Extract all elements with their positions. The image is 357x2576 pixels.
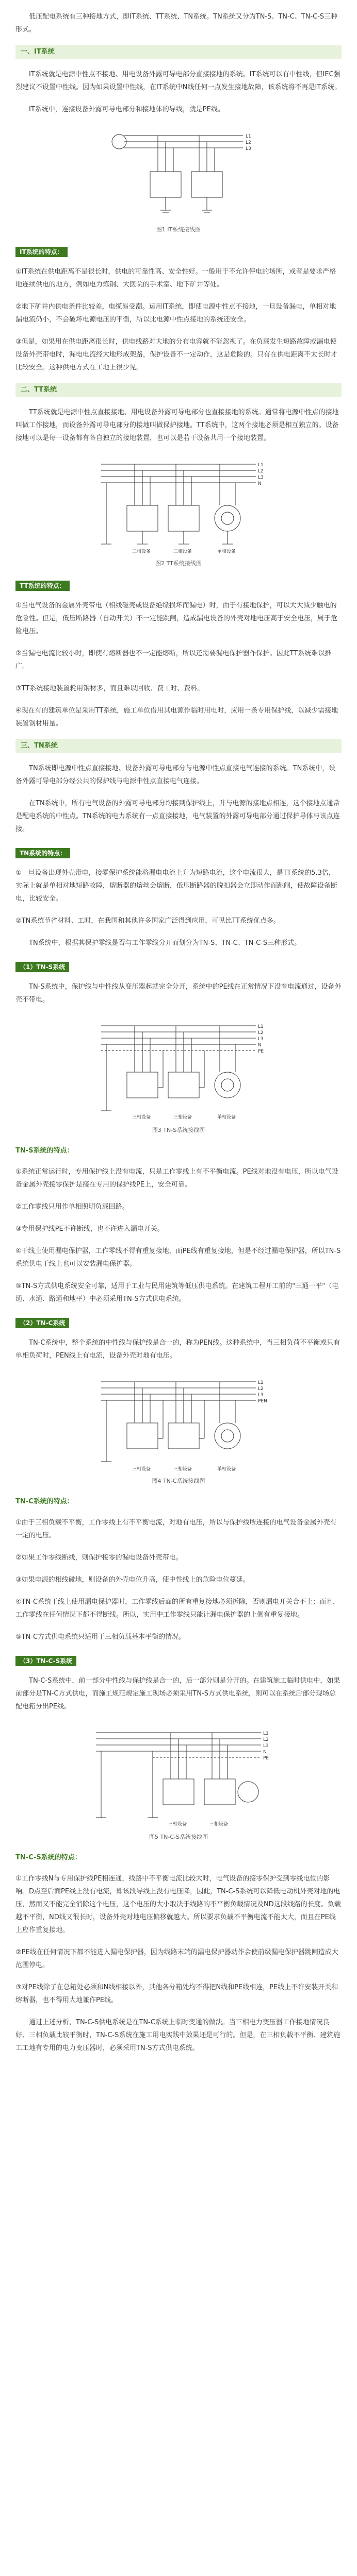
- tnc-wiring-svg: [80, 1371, 277, 1475]
- svg-text:PEN: PEN: [258, 1399, 267, 1404]
- tns-heading: （1）TN-S系统: [15, 962, 69, 972]
- svg-text:N: N: [258, 1043, 262, 1048]
- tncs-diagram: [15, 1722, 342, 1841]
- svg-text:L1: L1: [263, 1731, 269, 1736]
- it-paragraph-1: IT系统就是电源中性点不接地、用电设备外露可导电部分直接接地的系统。IT系统可以有中性线，但IEC强烈建议不设置中性线。因为如果设置中性线，在IT系统中N线任何一点发生接地故障，该系统将不再是IT系统。: [15, 71, 342, 91]
- svg-text:三相设备: 三相设备: [132, 1467, 151, 1472]
- tncs-wiring-svg: [75, 1722, 282, 1831]
- tnc-paragraph-1: TN-C系统中，整个系统的中性线与保护线是合一的，称为PEN线。这种系统中，当三相负荷不平衡或只有单相负荷时，PEN线上有电流，设备外壳对地有电压。: [15, 1339, 340, 1360]
- svg-text:单相设备: 单相设备: [217, 549, 236, 554]
- section-heading-it: 一、IT系统: [15, 45, 342, 59]
- tns-feature-4: ④干线上使用漏电保护器，工作零线不得有重复接地，而PE线有重复接地，但是不经过漏电保护器，所以TN-S系统供电干线上也可以安装漏电保护器。: [15, 1247, 341, 1268]
- it-wiring-svg: [93, 125, 264, 223]
- tns-features-heading: TN-S系统的特点：: [15, 1147, 74, 1155]
- svg-text:PE: PE: [263, 1756, 269, 1761]
- svg-text:L2: L2: [258, 1030, 264, 1036]
- tnc-feature-5: ⑤TN-C方式供电系统只适用于三相负载基本平衡的情况。: [15, 1633, 186, 1641]
- it-feature-1: ①IT系统在供电距离不是很长时，供电的可靠性高、安全性好。一般用于不允许停电的场所，或者是要求严格地连续供电的地方，例如电力炼钢、大医院的手术室、地下矿井等处。: [15, 268, 336, 289]
- tn-feature-1: ①一旦设备出现外壳带电，接零保护系统能将漏电电流上升为短路电流，这个电流很大，是TT系统的5.3倍，实际上就是单相对地短路故障，熔断器的熔丝会熔断，低压断路器的脱扣器会立即动作而跳闸，使故障设备断电，比较安全。: [15, 869, 338, 903]
- svg-text:L2: L2: [263, 1737, 269, 1742]
- svg-text:N: N: [263, 1750, 267, 1755]
- tt-wiring-svg: [80, 454, 277, 557]
- tn-paragraph-3: TN系统中，根据其保护零线是否与工作零线分开而划分为TN-S、TN-C、TN-C-S三种形式。: [29, 939, 301, 947]
- tnc-feature-1: ①由于三相负载不平衡，工作零线上有不平衡电流，对地有电压，所以与保护线所连接的电气设备金属外壳有一定的电压。: [15, 1519, 337, 1539]
- svg-text:L3: L3: [258, 1393, 264, 1398]
- tncs-feature-1: ①工作零线N与专用保护线PE相连通，线路中不平衡电流比较大时，电气设备的接零保护受到零线电位的影响。D点至后面PE线上没有电流，即该段导线上没有电压降，因此，TN-C-S系统可以降低电动机外壳对地的电压，然而又不能完全消除这个电压，这个电压的大小取决于线路的不平衡负载情况及ND这段线路的长度。负载越不平衡，ND线又很长时，设备外壳对地电压偏移就越大。所以要求负载不平衡电流不能太大，而且在PE线上应作重复接地。: [15, 1875, 341, 1934]
- svg-text:三相设备: 三相设备: [173, 549, 192, 554]
- tns-feature-1: ①系统正常运行时，专用保护线上没有电流，只是工作零线上有不平衡电流。PE线对地没有电压，所以电气设备金属外壳接零保护是接在专用的保护线PE上，安全可靠。: [15, 1168, 338, 1189]
- tt-feature-3: ③TT系统接地装置耗用钢材多，而且难以回收、费工时、费料。: [15, 685, 204, 692]
- svg-text:三相设备: 三相设备: [132, 549, 151, 554]
- tn-paragraph-1: TN系统即电源中性点直接接地、设备外露可导电部分与电源中性点直接电气连接的系统。TN系统中，设备外露可导电部分经公共的保护线与电源中性点直接电气连接。: [15, 765, 336, 785]
- tnc-features-heading: TN-C系统的特点：: [15, 1498, 74, 1505]
- tt-figure-caption: 图2 TT系统接线图: [155, 560, 202, 567]
- tnc-feature-2: ②如果工作零线断线，则保护接零的漏电设备外壳带电。: [15, 1554, 183, 1562]
- svg-text:N: N: [258, 481, 262, 486]
- svg-text:L2: L2: [258, 469, 264, 474]
- intro-paragraph: 低压配电系统有三种接地方式，即IT系统、TT系统、TN系统。TN系统又分为TN-S、TN-C、TN-C-S三种形式。: [15, 13, 338, 33]
- tns-paragraph-1: TN-S系统中，保护线与中性线从变压器起就完全分开，系统中的PE线在正常情况下没有电流通过，设备外壳不带电。: [15, 983, 342, 1004]
- tt-feature-2: ②当漏电电流比较小时，即使有熔断器也不一定能熔断，所以还需要漏电保护器作保护。因此TT系统难以推广。: [15, 650, 332, 670]
- tn-paragraph-2: 在TN系统中，所有电气设备的外露可导电部分均接到保护线上，并与电源的接地点相连，这个接地点通常是配电系统的中性点。TN系统的电力系统有一点直接接地，电气装置的外露可导电部分通过保护导体与该点连接。: [15, 800, 340, 833]
- tnc-diagram: [15, 1371, 342, 1485]
- svg-text:三相设备: 三相设备: [173, 1115, 192, 1120]
- tns-feature-2: ②工作零线只用作单相照明负载回路。: [15, 1203, 129, 1211]
- it-diagram: [15, 125, 342, 233]
- svg-text:L3: L3: [246, 146, 251, 151]
- tt-feature-1: ①当电气设备的金属外壳带电（相线碰壳或设备绝缘损坏而漏电）时，由于有接地保护，可以大大减少触电的危险性。但是，低压断路器（自动开关）不一定能跳闸，造成漏电设备的外壳对地电压高于安全电压，属于危险电压。: [15, 602, 338, 635]
- tnc-feature-3: ③如果电源的相线碰地，则设备的外壳电位升高，使中性线上的危险电位蔓延。: [15, 1576, 250, 1584]
- tnc-feature-4: ④TN-C系统干线上使用漏电保护器时，工作零线后面的所有重复接地必须拆除，否则漏电开关合不上；而且，工作零线在任何情况下都不得断线。所以，实用中工作零线只能让漏电保护器的上侧有重复接地。: [15, 1598, 340, 1619]
- tnc-heading: （2）TN-C系统: [15, 1318, 69, 1328]
- tns-wiring-svg: [80, 1015, 277, 1124]
- svg-text:三相设备: 三相设备: [132, 1115, 151, 1120]
- tncs-heading: （3）TN-C-S系统: [15, 1656, 76, 1666]
- svg-text:三相设备: 三相设备: [173, 1467, 192, 1472]
- svg-text:L2: L2: [246, 140, 251, 145]
- tncs-paragraph-2: 通过上述分析，TN-C-S供电系统是在TN-C系统上临时变通的做法。当三相电力变压器工作接地情况良好、三相负载比较平衡时，TN-C-S系统在施工用电实践中效果还是可行的。但是，在三相负载不平衡、建筑施工工地有专用的电力变压器时，必须采用TN-S方式供电系统。: [15, 2019, 340, 2052]
- it-paragraph-2: IT系统中，连接设备外露可导电部分和接地体的导线，就是PE线。: [29, 106, 224, 113]
- svg-text:三相设备: 三相设备: [209, 1822, 229, 1827]
- tt-diagram: [15, 454, 342, 567]
- it-figure-caption: 图1 IT系统接线图: [156, 226, 201, 233]
- it-features-tag: IT系统的特点：: [15, 247, 68, 257]
- tns-figure-caption: 图3 TN-S系统接线图: [152, 1127, 205, 1133]
- tns-feature-3: ③专用保护线PE不许断线，也不许进入漏电开关。: [15, 1225, 164, 1233]
- tn-features-tag: TN系统的特点：: [15, 848, 70, 858]
- tt-feature-4: ④现在有的建筑单位是采用TT系统，施工单位借用其电源作临时用电时，应用一条专用保护线，以减少需接地装置钢材用量。: [15, 707, 338, 727]
- svg-text:L1: L1: [258, 463, 264, 468]
- svg-text:L1: L1: [258, 1024, 264, 1029]
- it-feature-3: ③但是，如果用在供电距离很长时，供电线路对大地的分布电容就不能忽视了。在负载发生短路故障或漏电使设备外壳带电时，漏电电流经大地形成架路，保护设备不一定动作，这是危险的。只有在供电距离不太长时才比较安全。这种供电方式在工地上很少见。: [15, 338, 338, 371]
- svg-text:单相设备: 单相设备: [217, 1467, 236, 1472]
- tns-diagram: [15, 1015, 342, 1134]
- it-feature-2: ②地下矿井内供电条件比较差，电缆易受潮。运用IT系统，即使电源中性点不接地，一旦设备漏电，单相对地漏电流仍小，不会破坏电源电压的平衡，所以比电源中性点接地的系统还安全。: [15, 303, 336, 324]
- svg-text:单相设备: 单相设备: [217, 1115, 236, 1120]
- svg-text:L3: L3: [263, 1743, 269, 1749]
- svg-text:L3: L3: [258, 1037, 264, 1042]
- svg-text:L3: L3: [258, 475, 264, 480]
- tns-feature-5: ⑤TN-S方式供电系统安全可靠，适用于工业与民用建筑等低压供电系统。在建筑工程开工前的"三通一平"（电通、水通、路通和地平）中必须采用TN-S方式供电系统。: [15, 1282, 339, 1303]
- tn-feature-2: ②TN系统节省材料、工时，在我国和其他许多国家广泛得到应用，可见比TT系统优点多。: [15, 917, 280, 925]
- section-heading-tt: 二、TT系统: [15, 383, 342, 397]
- section-heading-tn: 三、TN系统: [15, 739, 342, 753]
- tncs-paragraph-1: TN-C-S系统中，前一部分中性线与保护线是合一的，后一部分则是分开的。在建筑施工临时供电中，如果前部分是TN-C方式供电，而施工规范规定施工现场必须采用TN-S方式供电系统，则可以在系统后部分现场总配电箱分出PE线。: [15, 1677, 340, 1710]
- svg-text:PE: PE: [258, 1049, 264, 1054]
- svg-text:L2: L2: [258, 1386, 264, 1392]
- tt-features-tag: TT系统的特点：: [15, 581, 70, 591]
- svg-text:L1: L1: [246, 134, 251, 139]
- tncs-figure-caption: 图5 TN-C-S系统接线图: [149, 1834, 208, 1840]
- tncs-feature-3: ③对PE线除了在总箱处必须和N线相接以外，其他各分箱处均不得把N线和PE线相连，PE线上不许安装开关和熔断器，也不得用大地兼作PE线。: [15, 1984, 338, 2004]
- tnc-figure-caption: 图4 TN-C系统接线图: [152, 1478, 205, 1484]
- tncs-features-heading: TN-C-S系统的特点：: [15, 1854, 82, 1861]
- tncs-feature-2: ②PE线在任何情况下都不能进入漏电保护器，因为线路末端的漏电保护器动作会使前级漏电保护器跳闸造成大范围停电。: [15, 1948, 338, 1969]
- svg-text:L1: L1: [258, 1380, 264, 1385]
- tt-paragraph-1: TT系统就是电源中性点直接接地、用电设备外露可导电部分也直接接地的系统。通常将电源中性点的接地叫做工作接地，而设备外露可导电部分的接地叫做保护接地。TT系统中，这两个接地必须是相互独立的。设备接地可以是每一设备都有各自独立的接地装置，也可以是若干设备共用一个接地装置。: [15, 409, 339, 442]
- svg-text:三相设备: 三相设备: [168, 1822, 187, 1827]
